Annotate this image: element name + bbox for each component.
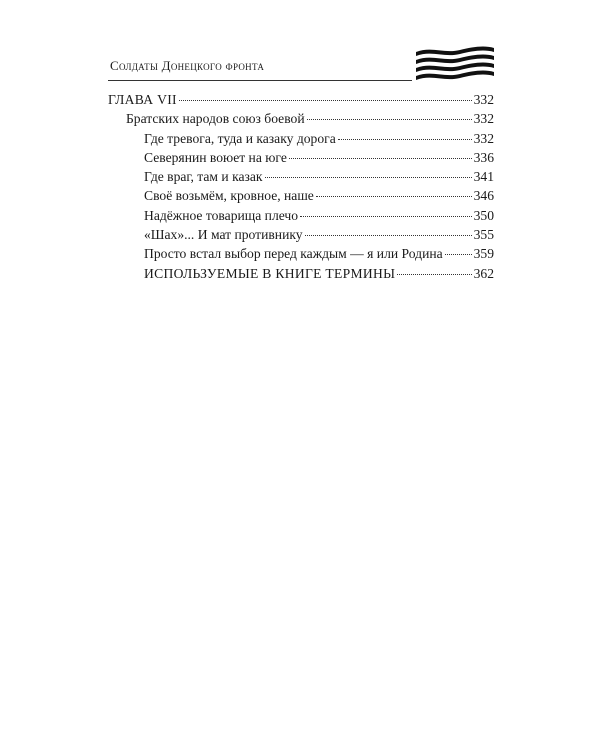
toc-entry-page: 336 xyxy=(473,149,494,165)
toc-entry xyxy=(108,150,494,169)
toc-entry-page: 332 xyxy=(473,130,494,146)
toc-entry-page: 332 xyxy=(473,111,494,127)
toc-entry-title: Где враг, там и казак xyxy=(144,169,263,185)
toc-entry xyxy=(108,169,494,188)
toc-entry-page: 362 xyxy=(473,265,494,281)
toc-entry-title: Надёжное товарища плечо xyxy=(144,207,299,223)
toc-dot-leader xyxy=(179,100,472,101)
toc-entry-title: ИСПОЛЬЗУЕМЫЕ В КНИГЕ ТЕРМИНЫ xyxy=(144,265,396,281)
toc-entry-page: 350 xyxy=(473,207,494,223)
toc-entry-page: 332 xyxy=(473,92,494,107)
toc-entry xyxy=(108,92,494,111)
toc-dot-leader xyxy=(316,196,472,197)
toc-entry-title: Где тревога, туда и казаку дорога xyxy=(144,130,336,146)
toc-entry-page: 355 xyxy=(473,227,494,243)
toc-dot-leader xyxy=(305,235,472,236)
toc-dot-leader xyxy=(338,139,472,140)
toc-entry xyxy=(108,227,494,246)
toc-entry-title: Своё возьмём, кровное, наше xyxy=(144,188,314,204)
st-george-ribbon-icon xyxy=(414,44,496,84)
toc-entry xyxy=(108,246,494,265)
toc-dot-leader xyxy=(289,158,472,159)
toc-entry-page: 346 xyxy=(473,188,494,204)
toc-dot-leader xyxy=(265,177,472,178)
running-header xyxy=(108,56,412,81)
toc-entry-page: 359 xyxy=(473,246,494,262)
toc-entry xyxy=(108,266,494,285)
toc-entry-title: ГЛАВА VII xyxy=(108,92,177,107)
toc-entry-title: Северянин воюет на юге xyxy=(144,149,287,165)
toc-entry-title: «Шах»... И мат противнику xyxy=(144,227,303,243)
table-of-contents xyxy=(108,92,494,285)
toc-entry-title: Просто встал выбор перед каждым — я или Родина xyxy=(144,246,443,262)
toc-entry xyxy=(108,208,494,227)
toc-dot-leader xyxy=(300,216,472,217)
toc-entry xyxy=(108,188,494,207)
toc-dot-leader xyxy=(397,274,471,275)
running-title: Солдаты Донецкого фронта xyxy=(110,58,265,73)
toc-entry xyxy=(108,131,494,150)
toc-entry xyxy=(108,111,494,130)
toc-dot-leader xyxy=(445,254,472,255)
toc-dot-leader xyxy=(307,119,472,120)
toc-entry-title: Братских народов союз боевой xyxy=(126,111,305,127)
toc-entry-page: 341 xyxy=(473,169,494,185)
